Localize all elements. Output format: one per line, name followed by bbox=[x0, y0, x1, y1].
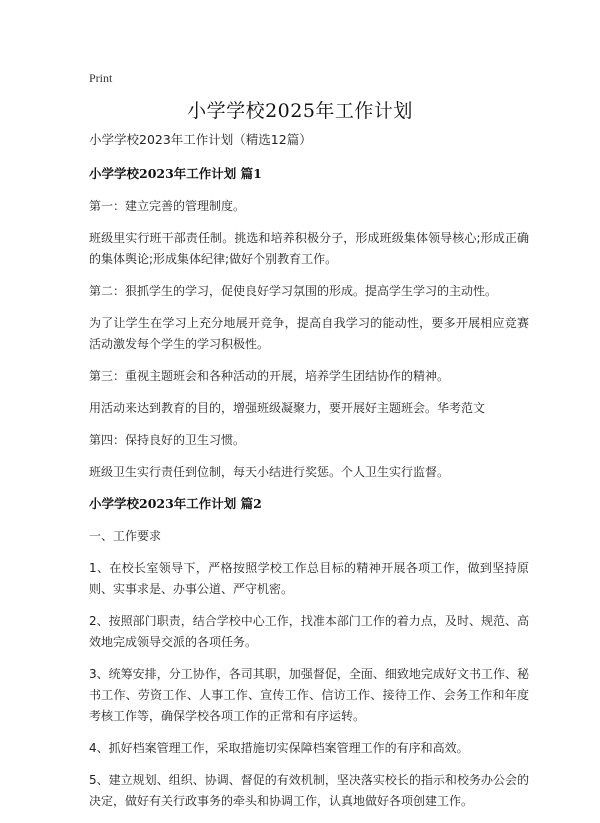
paragraph: 3、统筹安排，分工协作，各司其职，加强督促，全面、细致地完成好文书工作、秘书工作、劳资工作、人事工作、宣传工作、信访工作、接待工作、会务工作和年度考核工作等，确保学校各项工作的正常和有序运转。 bbox=[89, 667, 529, 723]
document-title: 小学学校2025年工作计划 bbox=[187, 100, 413, 122]
section-heading-2: 小学学校2023年工作计划 篇2 bbox=[89, 496, 262, 511]
paragraph: 5、建立规划、组织、协调、督促的有效机制，坚决落实校长的指示和校务办公会的决定，做好有关行政事务的牵头和协调工作，认真地做好各项创建工作。 bbox=[89, 773, 529, 808]
paragraph: 4、抓好档案管理工作，采取措施切实保障档案管理工作的有序和高效。 bbox=[89, 741, 469, 755]
paragraph: 1、在校长室领导下，严格按照学校工作总目标的精神开展各项工作，做到坚持原则、实事求是、办事公道、严守机密。 bbox=[89, 561, 529, 596]
document-subtitle: 小学学校2023年工作计划（精选12篇） bbox=[89, 132, 312, 147]
paragraph: 第一：建立完善的管理制度。 bbox=[89, 199, 246, 213]
paragraph: 第二：狠抓学生的学习，促使良好学习氛围的形成。提高学生学习的主动性。 bbox=[89, 284, 498, 298]
print-link[interactable]: Print bbox=[89, 71, 113, 85]
document-body bbox=[89, 130, 529, 823]
paragraph: 班级里实行班干部责任制。挑选和培养积极分子，形成班级集体领导核心;形成正确的集体舆论;形成集体纪律;做好个别教育工作。 bbox=[89, 231, 529, 266]
paragraph: 班级卫生实行责任到位制，每天小结进行奖惩。个人卫生实行监督。 bbox=[89, 465, 450, 479]
paragraph: 第四：保持良好的卫生习惯。 bbox=[89, 433, 246, 447]
paragraph: 2、按照部门职责，结合学校中心工作，找准本部门工作的着力点，及时、规范、高效地完成领导交派的各项任务。 bbox=[89, 614, 529, 649]
paragraph: 一、工作要求 bbox=[89, 529, 162, 543]
paragraph: 为了让学生在学习上充分地展开竞争，提高自我学习的能动性，要多开展相应竞赛活动激发每个学生的学习积极性。 bbox=[89, 316, 529, 351]
paragraph: 用活动来达到教育的目的，增强班级凝聚力，要开展好主题班会。华考范文 bbox=[89, 401, 486, 415]
paragraph: 第三：重视主题班会和各种活动的开展，培养学生团结协作的精神。 bbox=[89, 369, 450, 383]
section-heading-1: 小学学校2023年工作计划 篇1 bbox=[89, 166, 262, 181]
